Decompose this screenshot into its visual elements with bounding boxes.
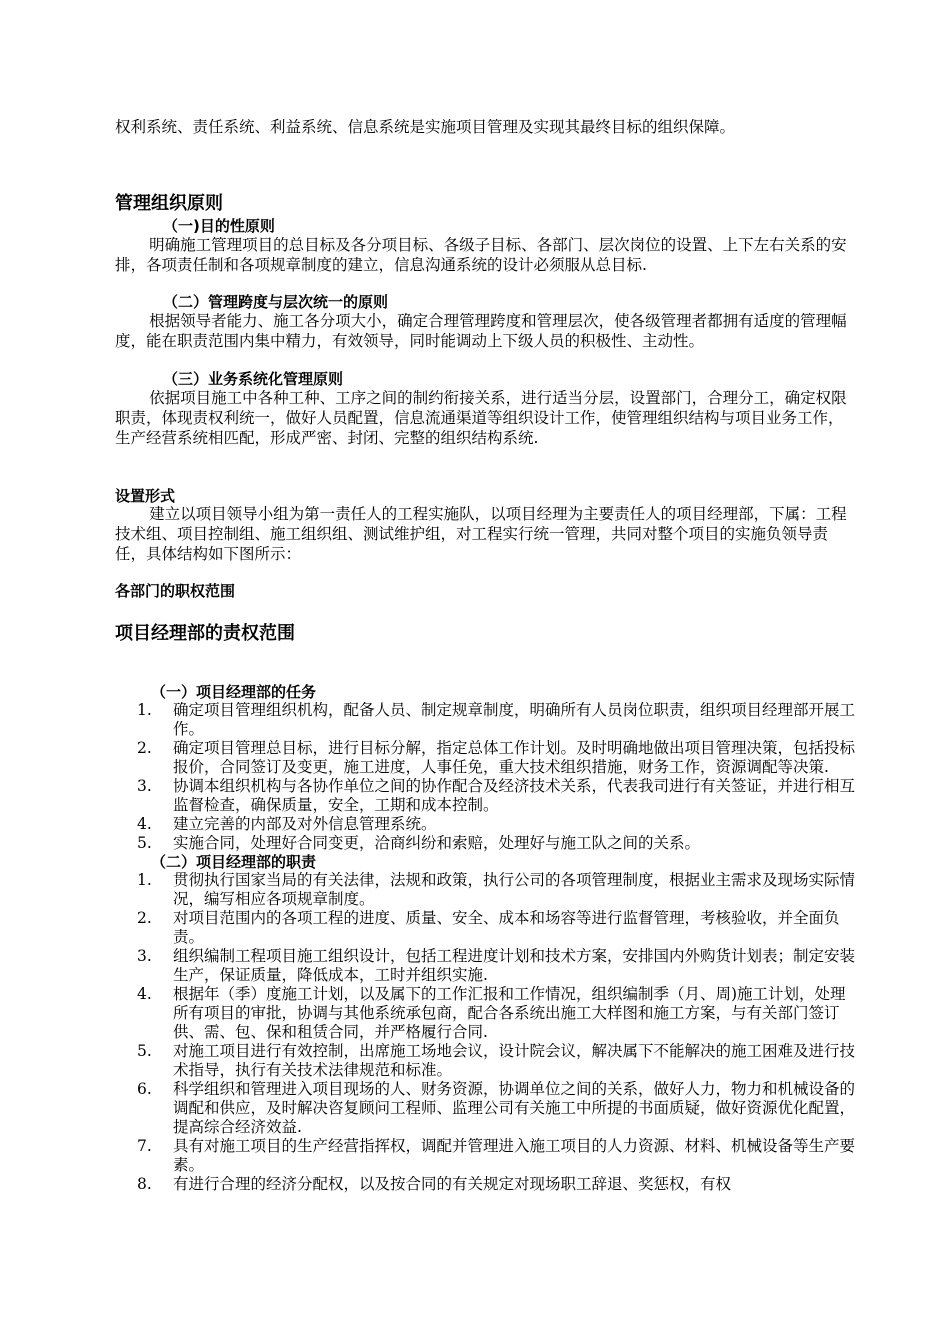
list-item: 6. 科学组织和管理进入项目现场的人、财务资源，协调单位之间的关系，做好人力，物力和机械设备的调配和供应，及时解决咨复顾问工程师、监理公司有关施工中所提的书面质疑，做好资源优化配置，提高综合经济效益. bbox=[137, 1080, 856, 1136]
list-item: 5. 实施合同，处理好合同变更，洽商纠纷和索赔，处理好与施工队之间的关系。 bbox=[137, 834, 701, 852]
duties-heading: （二）项目经理部的职责 bbox=[151, 853, 317, 871]
list-item: 3. 组织编制工程项目施工组织设计，包括工程进度计划和技术方案，安排国内外购货计划表；制定安装生产，保证质量，降低成本，工时并组织实施. bbox=[137, 947, 856, 984]
intro-paragraph: 权利系统、责任系统、利益系统、信息系统是实施项目管理及实现其最终目标的组织保障。 bbox=[115, 118, 736, 136]
list-item: 4. 建立完善的内部及对外信息管理系统。 bbox=[137, 815, 437, 833]
tasks-section bbox=[115, 683, 855, 1194]
list-item: 8. 有进行合理的经济分配权，以及按合同的有关规定对现场职工辞退、奖惩权，有权 bbox=[137, 1175, 732, 1193]
principle-3 bbox=[115, 370, 855, 448]
principle-text: 根据领导者能力、施工各分项大小，确定合理管理跨度和管理层次，使各级管理者都拥有适度的管理幅度，能在职责范围内集中精力，有效领导，同时能调动上下级人员的积极性、主动性。 bbox=[115, 312, 847, 350]
list-item: 3. 协调本组织机构与各协作单位之间的协作配合及经济技术关系，代表我司进行有关签证，并进行相互监督检查，确保质量，安全，工期和成本控制。 bbox=[137, 777, 856, 814]
list-item: 1. 贯彻执行国家当局的有关法律，法规和政策，执行公司的各项管理制度，根据业主需求及现场实际情况，编写相应各项规章制度。 bbox=[137, 871, 856, 908]
principle-heading: （一)目的性原则 bbox=[163, 217, 275, 235]
principle-heading: （三）业务系统化管理原则 bbox=[163, 370, 344, 388]
setup-text: 建立以项目领导小组为第一责任人的工程实施队，以项目经理为主要责任人的项目经理部，下属：工程技术组、项目控制组、施工组织组、测试维护组，对工程实行统一管理，共同对整个项目的实施负领导责任，具体结构如下图所示： bbox=[115, 505, 847, 563]
principle-text: 明确施工管理项目的总目标及各分项目标、各级子目标、各部门、层次岗位的设置、上下左右关系的安排，各项责任制和各项规章制度的建立，信息沟通系统的设计必须服从总目标. bbox=[115, 236, 847, 274]
principle-heading: （二）管理跨度与层次统一的原则 bbox=[163, 293, 389, 311]
principle-2 bbox=[115, 293, 855, 351]
list-item: 1. 确定项目管理组织机构，配备人员、制定规章制度，明确所有人员岗位职责，组织项目经理部开展工作。 bbox=[137, 701, 856, 738]
list-item: 7. 具有对施工项目的生产经营指挥权，调配并管理进入施工项目的人力资源、材料、机械设备等生产要素。 bbox=[137, 1137, 856, 1174]
principles-title: 管理组织原则 bbox=[115, 193, 223, 214]
list-item: 2. 对项目范围内的各项工程的进度、质量、安全、成本和场容等进行监督管理，考核验收，并全面负责。 bbox=[137, 909, 840, 946]
tasks-heading: （一）项目经理部的任务 bbox=[151, 683, 317, 701]
list-item: 2. 确定项目管理总目标，进行目标分解，指定总体工作计划。及时明确地做出项目管理决策，包括投标报价，合同签订及变更，施工进度，人事任免，重大技术组织措施，财务工作，资源调配等决策. bbox=[137, 739, 856, 776]
dept-scope-title: 各部门的职权范围 bbox=[115, 582, 236, 600]
list-item: 5. 对施工项目进行有效控制，出席施工场地会议，设计院会议，解决属下不能解决的施工困难及进行技术指导，执行有关技术法律规范和标准。 bbox=[137, 1042, 856, 1079]
pm-scope-title: 项目经理部的责权范围 bbox=[115, 623, 295, 644]
principle-text: 依据项目施工中各种工种、工序之间的制约衔接关系，进行适当分层，设置部门，合理分工，确定权限职责，体现责权利统一，做好人员配置，信息流通渠道等组织设计工作，使管理组织结构与项目业务工作，生产经营系统相匹配，形成严密、封闭、完整的组织结构系统. bbox=[115, 389, 847, 447]
list-item: 4. 根据年（季）度施工计划，以及属下的工作汇报和工作情况，组织编制季（月、周)施工计划，处理所有项目的审批，协调与其他系统承包商，配合各系统出施工大样图和施工方案，与有关部门签订供、需、包、保和租赁合同，并严格履行合同. bbox=[137, 985, 846, 1041]
principle-1 bbox=[115, 217, 855, 275]
setup-title: 设置形式 bbox=[115, 487, 176, 505]
